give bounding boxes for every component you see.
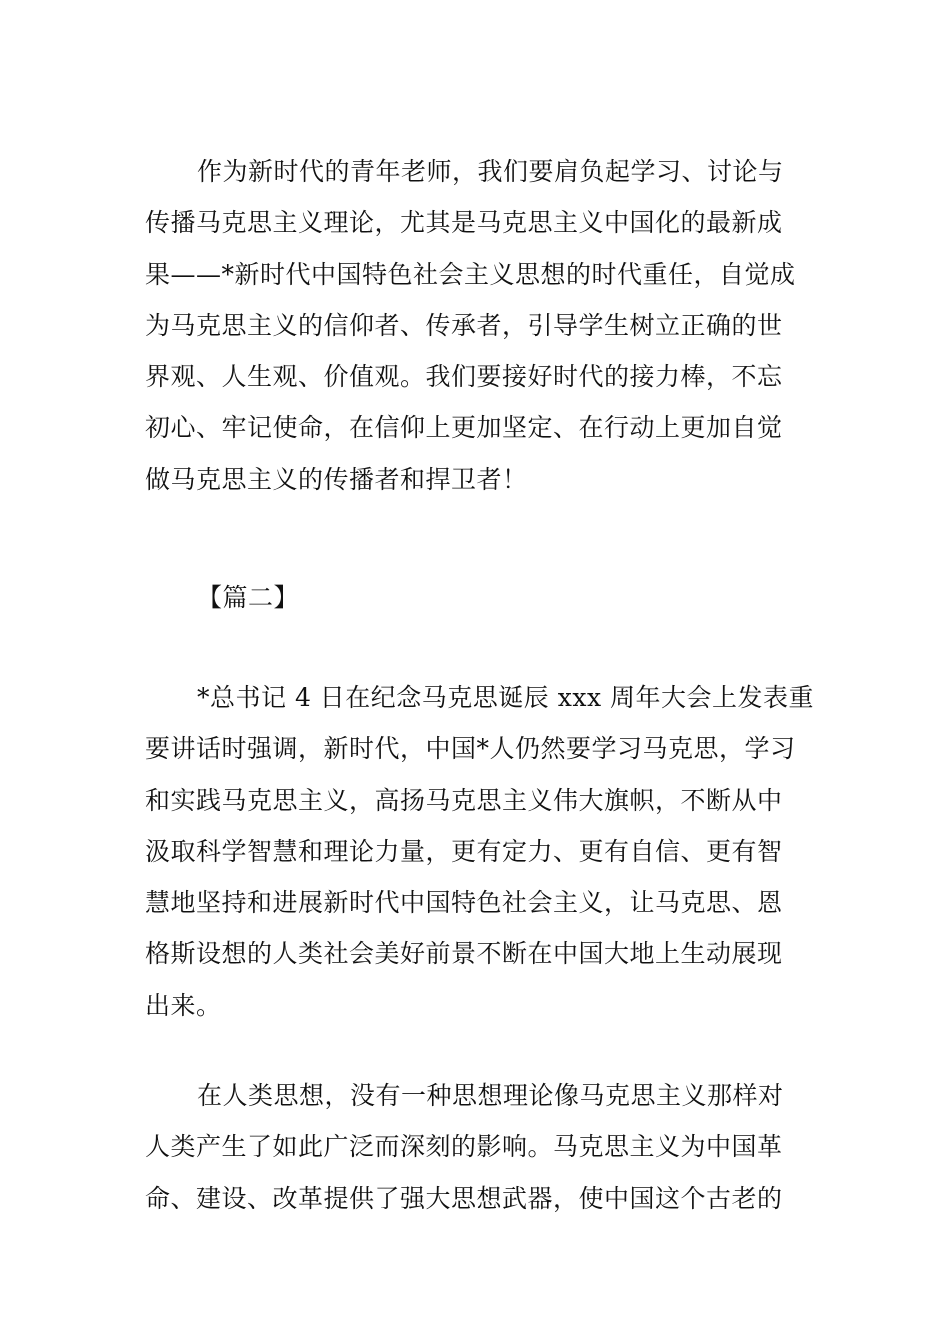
- paragraph-line: 为马克思主义的信仰者、传承者，引导学生树立正确的世: [145, 310, 783, 340]
- paragraph-line: 做马克思主义的传播者和捍卫者！: [145, 464, 528, 494]
- section-heading-text: 【篇二】: [197, 583, 300, 612]
- paragraph-line: 要讲话时强调，新时代，中国*人仍然要学习马克思，学习: [145, 734, 796, 764]
- paragraph-line: 汲取科学智慧和理论力量，更有定力、更有自信、更有智: [145, 836, 783, 866]
- paragraph-line: 作为新时代的青年老师，我们要肩负起学习、讨论与: [197, 157, 784, 186]
- paragraph-line: 初心、牢记使命，在信仰上更加坚定、在行动上更加自觉: [145, 413, 783, 443]
- paragraph-line: 和实践马克思主义，高扬马克思主义伟大旗帜，不断从中: [145, 785, 783, 815]
- paragraph-line: *总书记 4 日在纪念马克思诞辰 xxx 周年大会上发表重: [197, 683, 814, 712]
- paragraph-line: 人类产生了如此广泛而深刻的影响。马克思主义为中国革: [145, 1132, 783, 1162]
- paragraph-line: 在人类思想，没有一种思想理论像马克思主义那样对: [197, 1081, 784, 1110]
- paragraph-2: [145, 672, 814, 1031]
- paragraph-line: 传播马克思主义理论，尤其是马克思主义中国化的最新成: [145, 208, 783, 238]
- paragraph-line: 果——*新时代中国特色社会主义思想的时代重任，自觉成: [145, 259, 796, 289]
- paragraph-3: [145, 1070, 805, 1224]
- paragraph-1: [145, 146, 805, 505]
- paragraph-line: 格斯设想的人类社会美好前景不断在中国大地上生动展现: [145, 939, 783, 969]
- paragraph-line: 界观、人生观、价值观。我们要接好时代的接力棒，不忘: [145, 362, 783, 392]
- paragraph-line: 出来。: [145, 990, 222, 1020]
- paragraph-line: 命、建设、改革提供了强大思想武器，使中国这个古老的: [145, 1183, 783, 1213]
- paragraph-line: 慧地坚持和进展新时代中国特色社会主义，让马克思、恩: [145, 888, 783, 918]
- section-heading: [145, 572, 805, 623]
